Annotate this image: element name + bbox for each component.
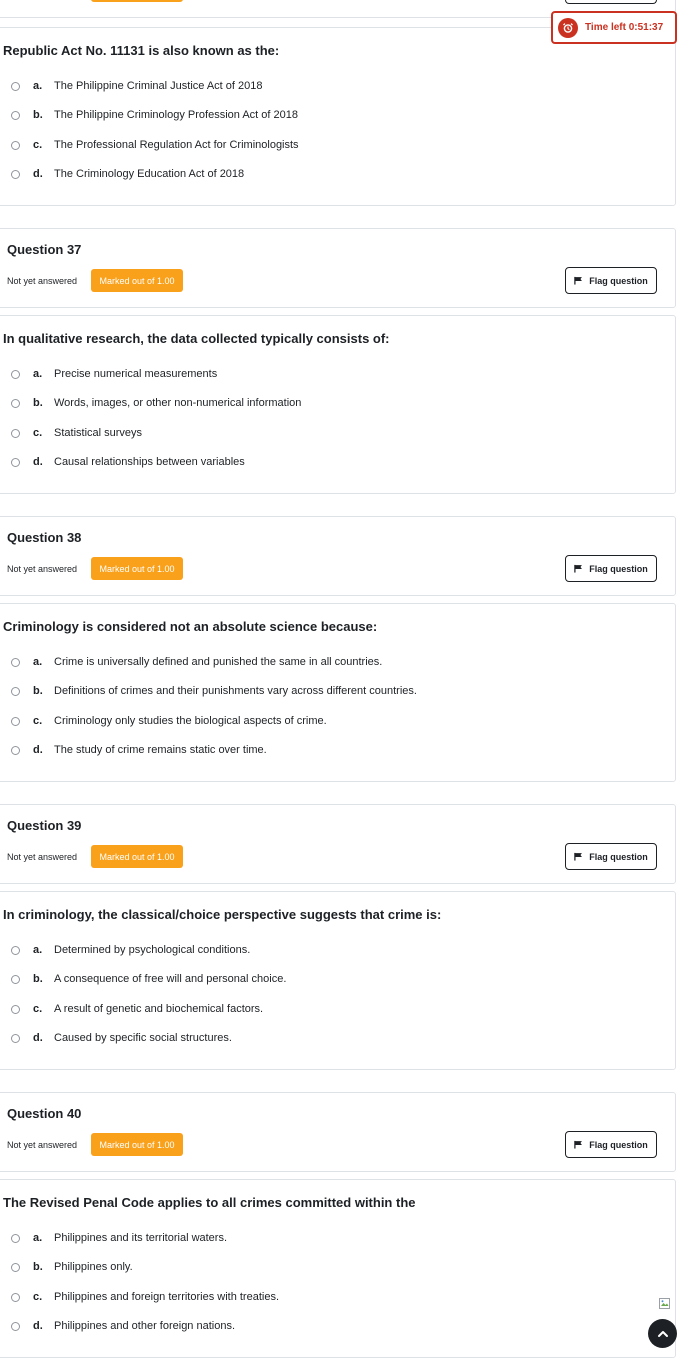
answer-option-a[interactable] [11, 654, 382, 670]
answer-option-d[interactable] [11, 166, 244, 182]
answer-option-a[interactable] [11, 1230, 227, 1246]
answer-text: A consequence of free will and personal choice. [54, 973, 287, 985]
answer-letter: b. [33, 1261, 43, 1273]
question-text: In criminology, the classical/choice perspective suggests that crime is: [3, 907, 442, 922]
answer-text: Philippines and other foreign nations. [54, 1320, 236, 1332]
marks-badge: Marked out of 1.00 [91, 845, 183, 868]
answer-text: Caused by specific social structures. [54, 1032, 232, 1044]
radio-button[interactable] [11, 975, 20, 984]
answer-status: Not yet answered [7, 852, 78, 862]
radio-button[interactable] [11, 946, 20, 955]
answer-letter: c. [33, 1003, 43, 1015]
marks-badge: Marked out of 1.00 [91, 557, 183, 580]
radio-button[interactable] [11, 1005, 20, 1014]
question-38-content [0, 603, 676, 782]
question-number: Question 40 [7, 1106, 82, 1121]
flag-icon [574, 276, 583, 285]
radio-button[interactable] [11, 1263, 20, 1272]
radio-button[interactable] [11, 1034, 20, 1043]
radio-button[interactable] [11, 746, 20, 755]
answer-letter: b. [33, 685, 43, 697]
flag-label: Flag question [589, 563, 648, 574]
answer-text: Philippines and its territorial waters. [54, 1232, 228, 1244]
question-40-info [0, 1092, 676, 1172]
time-left: Time left 0:51:37 [585, 22, 664, 33]
marks-badge: Marked out of 1.00 [91, 1133, 183, 1156]
answer-option-a[interactable] [11, 78, 263, 94]
answer-option-d[interactable] [11, 742, 267, 758]
radio-button[interactable] [11, 429, 20, 438]
radio-button[interactable] [11, 370, 20, 379]
answer-letter: a. [33, 656, 43, 668]
radio-button[interactable] [11, 1322, 20, 1331]
question-number: Question 38 [7, 530, 82, 545]
answer-letter: b. [33, 973, 43, 985]
flag-icon [574, 564, 583, 573]
flag-icon [574, 852, 583, 861]
answer-option-c[interactable] [11, 1289, 279, 1305]
answer-letter: a. [33, 944, 43, 956]
answer-letter: c. [33, 427, 43, 439]
answer-status: Not yet answered [7, 1140, 78, 1150]
quiz-timer [551, 11, 677, 44]
answer-text: The Philippine Criminal Justice Act of 2018 [54, 80, 263, 92]
answer-option-b[interactable] [11, 683, 417, 699]
flag-icon [574, 1140, 583, 1149]
answer-text: The study of crime remains static over time. [54, 744, 267, 756]
question-36-content [0, 27, 676, 206]
radio-button[interactable] [11, 82, 20, 91]
answer-letter: d. [33, 456, 43, 468]
answer-letter: b. [33, 109, 43, 121]
radio-button[interactable] [11, 717, 20, 726]
answer-letter: c. [33, 139, 43, 151]
answer-letter: c. [33, 715, 43, 727]
answer-text: The Professional Regulation Act for Criminologists [54, 139, 299, 151]
answer-text: Definitions of crimes and their punishments vary across different countries. [54, 685, 417, 697]
answer-option-b[interactable] [11, 395, 301, 411]
question-number: Question 39 [7, 818, 82, 833]
question-37-info [0, 228, 676, 308]
answer-option-b[interactable] [11, 107, 298, 123]
answer-text: Determined by psychological conditions. [54, 944, 251, 956]
answer-text: A result of genetic and biochemical factors. [54, 1003, 264, 1015]
answer-letter: d. [33, 744, 43, 756]
answer-status: Not yet answered [7, 564, 78, 574]
answer-text: The Criminology Education Act of 2018 [54, 168, 245, 180]
radio-button[interactable] [11, 687, 20, 696]
answer-text: Words, images, or other non-numerical information [54, 397, 302, 409]
answer-letter: d. [33, 1320, 43, 1332]
answer-option-b[interactable] [11, 971, 286, 987]
radio-button[interactable] [11, 170, 20, 179]
chevron-up-icon [657, 1328, 669, 1340]
answer-letter: a. [33, 80, 43, 92]
flag-question-button[interactable] [565, 267, 657, 294]
answer-text: Precise numerical measurements [54, 368, 218, 380]
question-37-content [0, 315, 676, 494]
answer-option-b[interactable] [11, 1259, 133, 1275]
answer-status: Not yet answered [7, 276, 78, 286]
question-38-info [0, 516, 676, 596]
answer-option-a[interactable] [11, 942, 250, 958]
answer-letter: a. [33, 1232, 43, 1244]
broken-image-icon [659, 1298, 670, 1309]
marks-badge-partial [91, 0, 183, 2]
question-39-content [0, 891, 676, 1070]
flag-label: Flag question [589, 275, 648, 286]
answer-letter: d. [33, 1032, 43, 1044]
answer-option-d[interactable] [11, 1030, 232, 1046]
answer-letter: b. [33, 397, 43, 409]
question-text: The Revised Penal Code applies to all crimes committed within the [3, 1195, 416, 1210]
question-39-info [0, 804, 676, 884]
radio-button[interactable] [11, 141, 20, 150]
answer-letter: d. [33, 168, 43, 180]
answer-letter: c. [33, 1291, 43, 1303]
question-text: In qualitative research, the data collected typically consists of: [3, 331, 390, 346]
answer-option-c[interactable] [11, 137, 299, 153]
answer-text: The Philippine Criminology Profession Act of 2018 [54, 109, 298, 121]
flag-question-button[interactable] [565, 1131, 657, 1158]
marks-badge: Marked out of 1.00 [91, 269, 183, 292]
answer-option-c[interactable] [11, 1001, 263, 1017]
radio-button[interactable] [11, 399, 20, 408]
question-number: Question 37 [7, 242, 82, 257]
answer-text: Statistical surveys [54, 427, 143, 439]
answer-option-c[interactable] [11, 713, 327, 729]
flag-label: Flag question [589, 851, 648, 862]
answer-option-d[interactable] [11, 1318, 235, 1334]
back-to-top-button[interactable] [648, 1319, 677, 1348]
alarm-icon [558, 18, 578, 38]
radio-button[interactable] [11, 1293, 20, 1302]
answer-text: Criminology only studies the biological aspects of crime. [54, 715, 327, 727]
answer-letter: a. [33, 368, 43, 380]
radio-button[interactable] [11, 658, 20, 667]
radio-button[interactable] [11, 458, 20, 467]
answer-text: Causal relationships between variables [54, 456, 245, 468]
answer-option-d[interactable] [11, 454, 245, 470]
flag-question-button[interactable] [565, 843, 657, 870]
flag-question-button[interactable] [565, 555, 657, 582]
flag-button-partial[interactable] [565, 0, 657, 4]
answer-text: Philippines only. [54, 1261, 133, 1273]
question-text: Republic Act No. 11131 is also known as the: [3, 43, 280, 58]
radio-button[interactable] [11, 1234, 20, 1243]
answer-text: Crime is universally defined and punished the same in all countries. [54, 656, 383, 668]
question-40-content [0, 1179, 676, 1358]
answer-option-a[interactable] [11, 366, 217, 382]
question-text: Criminology is considered not an absolute science because: [3, 619, 378, 634]
answer-text: Philippines and foreign territories with treaties. [54, 1291, 280, 1303]
flag-label: Flag question [589, 1139, 648, 1150]
answer-option-c[interactable] [11, 425, 142, 441]
radio-button[interactable] [11, 111, 20, 120]
